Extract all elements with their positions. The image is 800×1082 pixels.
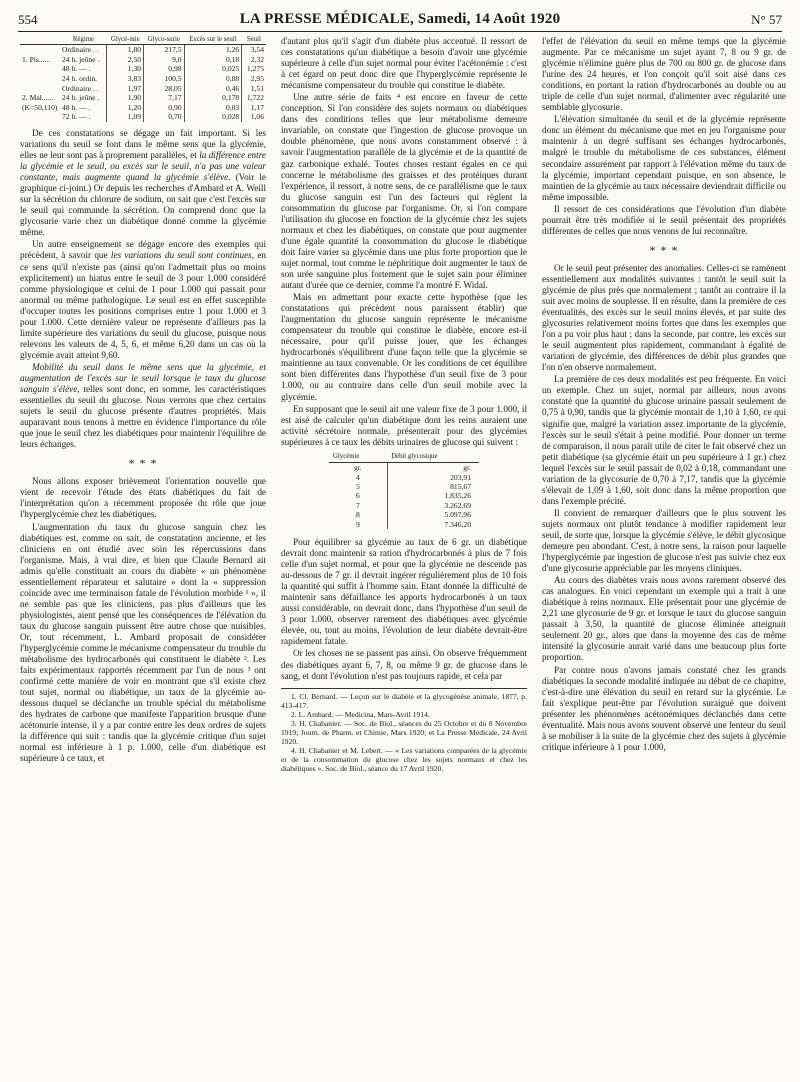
table-cell-value: 2,95 [242, 74, 266, 84]
table-row [329, 473, 479, 482]
table-row [20, 55, 266, 65]
table-cell-value: 0,178 [184, 93, 242, 103]
paragraph: Pour équilibrer sa glycémie au taux de 6 gr. un diabétique devrait donc maintenir sa ration d'hydrocarbonés à plus de 7 fois celle d'un sujet normal, et pour que la glycémie ne descende pas au-dessous de 7 gr. il devrait ingérer régulièrement plus de 10 fois la quantité qui suffit à l'homme sain. Etant donnée la difficulté de maintenir sans défaillance les apports hydrocarbonés à un taux aussi considérable, on devrait donc, dans l'hypothèse d'un seuil de 3 pour 1.000, observer rarement des diabétiques avec glycémie élevée, ou, tout au moins, l'évolution de leur diabète devrait-être rapidement fatale. [281, 536, 527, 647]
table-cell-value: 1,80 [107, 45, 144, 55]
table-cell-group: (K=50,110) [22, 102, 58, 112]
table-cell-group [20, 74, 60, 84]
paragraph: Une autre série de faits ⁴ est encore en faveur de cette conception. Si l'on considère des sujets normaux ou diabétiques dans des conditions telles que leur métabolisme demeure invariable, on constate que l'ingestion de glucose provoque un double phénomène, que nous avons constamment observé : à savoir l'augmentation parallèle de la glycémie et de la quantité de gaz carbonique exhalé. Toutes choses restant égales en ce qui concerne le métabolisme des graisses et des protéiques durant l'expérience, il ressort, à notre sens, de ce parallélisme que le taux du glucose sanguin est l'un des facteurs qui règlent la consommation du glucose par l'organisme. Or, si l'on compare l'utilisation du glucose en fonction de la glycémie chez les sujets normaux et chez les diabétiques, on constate que pour augmenter d'une égale quantité la consommation du glucose le diabétique doit faire varier sa glycémie dans une plus forte proportion que le sujet normal, tout comme le néphritique doit augmenter le taux de son urée sanguine plus fortement que le sujet sain pour éliminer autant d'urée que ce dernier, comme l'a montré F. Widal. [281, 92, 527, 291]
table-unit: gr. [463, 463, 471, 473]
footnote: 2. L. Ambard. — Medicina, Mars-Avril 1914. [291, 709, 430, 719]
glycemia-threshold-table [20, 36, 266, 122]
paragraph: Mais en admettant pour exacte cette hypothèse (que les constatations qui précèdent nous paraissent établir) que l'augmentation du glucose sanguin représente le mécanisme compensateur du trouble qui constitue le diabète, encore est-il nécessaire, pour qu'il puisse jouer, que les échanges hydrocarbonés s'équilibrent d'une façon telle que la glycémie se maintienne au taux convenable. Or les conditions de cet équilibre sont bien différentes dans l'hypothèse d'un seuil fixe de 3 pour 1.000, ou au contraire dans celle d'un seuil mobile avec la glycémie. [281, 292, 527, 402]
table-cell-value: 1,20 [107, 103, 144, 113]
table-cell-group: 2. Mal...... [22, 93, 54, 103]
table-header-group [20, 36, 60, 45]
journal-title [240, 11, 561, 28]
table-cell-value: 28,05 [144, 84, 184, 94]
table-cell-value: 1,17 [242, 103, 266, 113]
paragraph: Par contre nous n'avons jamais constaté chez les grands diabétiques la seconde modalité indiquée au début de ce chapitre, c'est-à-dire une élévation du seuil en retard sur la glycémie. Le fait s'explique peut-être par l'évolution suraiguë que doivent présenter les phénomènes acétonémiques déclanchés dans cette éventualité. Mais nous avons souvent observé une lenteur du seuil à se mobiliser à la suite de la glycémie chez des sujets à glycémie critique inférieure à 1 pour 1.000, [542, 664, 786, 752]
table-row [329, 520, 479, 529]
paragraph: L'augmentation du taux du glucose sanguin chez les diabétiques est, comme on sait, de constatation ancienne, et les cliniciens en ont étudié avec soin les répercussions dans l'organisme. Mais, à vrai dire, et bien que Claude Bernard ait admis qu'elle constituait au cours du diabète « un phénomène essentiellement réparateur et salutaire » dont la « suppression coïncide avec une terminaison fatale de l'évolution morbide ¹ », il ne semble pas que les cliniciens, pas plus d'ailleurs que les physiologistes, aient pensé que les conséquences de l'élévation du taux du glucose sanguin puissent être autre chose que nuisibles. Or, tout récemment, L. Ambard proposait de considérer l'hyperglycémie comme le mécanisme compensateur du trouble du métabolisme des hydrocarbonés qui constituent le diabète ². Les faits expérimentaux rapportés récemment par l'un de nous ³ ont confirmé cette manière de voir en montrant que s'il existe chez tout sujet, normal ou diabétique, un taux de la glycémie au-dessous duquel se déclanche un trouble spécial du métabolisme des hydrates de carbone que manifeste l'apparition brusque d'une acétonurie intense, il y a par contre entre les deux ordres de sujets la différence qui suit : tandis que la glycémie critique d'un sujet normal est inférieure à 1 p. 1.000, celle d'un diabétique est supérieure à ce taux, et [20, 521, 266, 764]
paragraph: Il ressort de ces considérations que l'évolution d'un diabète pourrait être très modifiée si le seuil présentait des propriétés différentes de celles que nous venons de lui reconnaître. [542, 203, 786, 236]
column-3 [542, 36, 786, 1076]
table-cell-group [20, 112, 60, 122]
footnotes [281, 688, 527, 773]
table-cell-value: 1,26 [184, 45, 242, 55]
table-row [20, 112, 266, 122]
table-cell-value: 2,50 [107, 55, 144, 65]
paragraph: Mobilité du seuil dans le même sens que la glycémie, et augmentation de l'excès sur le seuil lorsque le taux du glucose sanguin s'élève, telles sont donc, en somme, les caractéristiques essentielles du seuil du glucose. Nous verrons que chez certains sujets le seuil du glucose présente d'autres propriétés. Mais auparavant nous tenons à mettre en évidence l'importance du rôle que joue le seuil chez les diabétiques pour maintenir l'équilibre de leurs échanges. [20, 361, 266, 450]
table-row [329, 501, 479, 510]
table-cell-value: 1,275 [242, 64, 266, 74]
footnote: 1. Cl. Bernard. — Leçon sur le diabète et la glycogénèse animale, 1877, p. 413-417. [281, 691, 527, 710]
table-header-glycosurie: Glyco-surie [144, 36, 184, 45]
paragraph: Un autre enseignement se dégage encore des exemples qui précèdent, à savoir que les variations du seuil sont continues, en ce sens qu'il n'existe pas (ainsi qu'on l'admettait plus ou moins explicitement) un hiatus entre le seuil de 3 pour 1.000 considéré comme physiologique et celui de 1 pour 1.000 qui passait pour anormal ou même pathologique. Le seuil est en effet susceptible d'occuper toutes les positions comprises entre 1 pour 1.000 et 3 pour 1.000. Cette dernière valeur ne représente d'ailleurs pas la limite supérieure des variations du seuil du glucose, puisque nous relevons les valeurs de 4, 5, 6, et même 6,20 dans un cas où la glycémie avait atteint 9,60. [20, 239, 266, 360]
table-header-debit: Débit glycosique [387, 452, 479, 463]
table-cell-value: 1,51 [242, 84, 266, 94]
table-cell-value: 0,028 [184, 112, 242, 122]
table-row [20, 103, 266, 113]
table-row [20, 74, 266, 84]
table-cell-regime: 24 h. jeûne . [62, 93, 100, 103]
table-cell-value: 0,03 [184, 103, 242, 113]
paragraph: Or les choses ne se passent pas ainsi. On observe fréquemment des diabétiques ayant 6, 7, 8, ou même 9 gr. de glucose dans le sang, et dont l'évolution n'est pas toujours rapide, et cela par [281, 648, 527, 681]
table-cell-value: 2,32 [242, 55, 266, 65]
table-cell-glycemie: 6 [329, 491, 387, 500]
table-cell-value: 0,98 [144, 64, 184, 74]
table-cell-value: 3,83 [107, 74, 144, 84]
table-cell-value: 100,5 [144, 74, 184, 84]
paragraph: Or le seuil peut présenter des anomalies. Celles-ci se ramènent essentiellement aux modalités suivantes : tantôt le seuil suit la glycémie de plus près que normalement ; tantôt au contraire il la suit avec moins de souplesse. Il en résulte, dans la première de ces éventualités, des excès sur le seuil moins élevés, et par suite des glycosuries relativement moins fortes que dans les exemples que l'on a pu voir plus haut ; dans la seconde, par contre, les excès sur le seuil augmentent plus rapidement, commandant à égalité de variation de glycémie, des différences de débit plus grandes que l'on n'en observe normalement. [542, 262, 786, 373]
page-number: 554 [18, 12, 38, 27]
table-cell-regime: 48 h. — . [62, 102, 91, 112]
table-cell-value: 1,09 [107, 112, 144, 122]
table-header-row [329, 452, 479, 463]
table-row [329, 510, 479, 519]
table-cell-glycemie: 7 [329, 501, 387, 510]
table-cell-value: 9,0 [144, 55, 184, 65]
paragraph: Il convient de remarquer d'ailleurs que le plus souvent les sujets normaux ont plutôt tendance à modifier rapidement leur seuil, de sorte que, lorsque la glycémie s'élève, le débit glycosique demeure peu abondant. C'est, à notre sens, la raison pour laquelle l'hyperglycémie par ingestion de glucose n'est pas suivie chez eux d'une glycosurie appréciable par les moyens cliniques. [542, 507, 786, 574]
table-header-regime: Régime [60, 36, 107, 45]
paragraph: La première de ces deux modalités est peu fréquente. En voici un exemple. Chez un sujet, normal par ailleurs, nous avons constaté que la quantité du glucose urinaire passait seulement de 0,75 à 0,90, tandis que la glycémie montait de 1,10 à 1,60, ce qui signifie que, malgré la variation assez importante de la glycémie, l'excès sur le seuil s'était à peine modifié. Pour donner un terme de comparaison, il nous paraît utile de citer le fait observé chez un petit diabétique (sa glycémie était un peu supérieure à 1 gr.) chez lequel l'excès sur le seuil passait de 0,02 à 0,18, commandant une variation de la glycosurie de 0,70 à 7,17, tandis que la glycémie s'élevait de 1,09 à 1,60, soit donc dans la même proportion que dans l'exemple précité. [542, 374, 786, 506]
column-2 [281, 36, 527, 1076]
table-cell-value: 1,30 [107, 64, 144, 74]
footnote: 4. H. Chabanier et M. Lebert. — « Les variations comparées de la glycémie et de la consommation du glucose chez les sujets normaux et chez les diabétiques ». Soc. de Biol., séance du 17 Avril 1920. [281, 745, 527, 773]
table-cell-glycemie: 4 [329, 473, 387, 482]
paragraph: Nous allons exposer brièvement l'orientation nouvelle que vient de recevoir l'étude des états diabétiques du fait de l'interprétation qu'on a récemment proposée du rôle que joue l'hyperglycémie chez les diabétiques. [20, 476, 266, 520]
paragraph: Au cours des diabètes vrais nous avons rarement observé des cas analogues. En voici cependant un exemple qui a trait à une diabétique à reins normaux. Elle présentait pour une glycémie de 2,21 une glycosurie de 9 gr. et lorsque le taux du glucose sanguin passait à 3,50, la quantité de glucose éliminée atteignait seulement 20 gr., alors que dans la moyenne des cas de même intensité la glycosurie aurait varié dans une beaucoup plus forte proportion. [542, 575, 786, 663]
paragraph: d'autant plus qu'il s'agit d'un diabète plus accentué. Il ressort de ces constatations qu'un diabétique a besoin d'avoir une glycémie supérieure à celle d'un sujet normal pour éviter l'acétonémie : c'est à cet égard on peut donc dire que l'hyperglycémie représente le mécanisme compensateur du trouble qui constitue le diabète. [281, 36, 527, 91]
journal-name: LA PRESSE MÉDICALE [239, 11, 411, 27]
table-cell-glycemie: 8 [329, 510, 387, 519]
table-cell-value: 1,06 [242, 112, 266, 122]
table-cell-value: 217,5 [144, 45, 184, 55]
table-row [20, 64, 266, 74]
page-header [18, 6, 782, 32]
table-cell-debit: 203,91 [450, 472, 471, 482]
table-cell-value: 0,88 [184, 74, 242, 84]
table-header-row [20, 36, 266, 45]
table-cell-debit: 815,67 [450, 481, 471, 491]
table-cell-regime: Ordinaire . . [62, 45, 99, 55]
table-row [20, 93, 266, 103]
table-cell-value: 0,46 [184, 84, 242, 94]
table-row [329, 491, 479, 500]
table-cell-group [20, 45, 60, 55]
table-cell-value: 3,54 [242, 45, 266, 55]
table-cell-debit: 5.097,96 [444, 510, 471, 520]
table-cell-debit: 1.835,26 [444, 491, 471, 501]
table-header-glycemie: Glycé-mie [107, 36, 144, 45]
section-separator: * * * [649, 242, 679, 257]
column-1 [20, 36, 266, 1076]
table-unit: gr. [329, 463, 387, 473]
table-cell-value: 1,722 [242, 93, 266, 103]
paragraph: De ces constatations se dégage un fait important. Si les variations du seuil se font dans le même sens que la glycémie, elles ne leur sont pas à proprement parallèles, et la différence entre la glycémie et le seuil, ou excès sur le seuil, n'a pas une valeur constante, mais augmente quand la glycémie s'élève. (Voir le graphique ci-joint.) Or depuis les recherches d'Ambard et A. Weill sur la sécrétion du chlorure de sodium, on sait que c'est l'excès sur le seuil qui commande la sécrétion. On comprend donc que la glycosurie varie chez un diabétique donné comme la glycémie même. [20, 127, 266, 238]
table-cell-value: 0,70 [144, 112, 184, 122]
paragraph: En supposant que le seuil ait une valeur fixe de 3 pour 1.000, il est aisé de calculer qu'un diabétique dont les reins auraient une activité sécrétoire normale, présenterait pour des glycémies supérieures à ce taux les débits urinaires de glucose qui suivent : [281, 403, 527, 447]
table-row [20, 45, 266, 55]
table-unit-row [329, 463, 479, 473]
table-cell-group [20, 84, 60, 94]
table-cell-value: 0,90 [144, 103, 184, 113]
table-header-glycemie: Glycémie [329, 452, 387, 463]
table-cell-glycemie: 9 [329, 520, 387, 529]
table-header-exces: Excès sur le seuil [184, 36, 242, 45]
footnote: 3. H. Chabanier. — Soc. de Biol., séances du 25 Octobre et du 8 Novembre 1919; Journ. de Pharm. et Chimie, Mars 1920; et La Presse Médicale, 24 Avril 1920. [281, 718, 527, 746]
table-cell-regime: Ordinaire . . [62, 83, 99, 93]
table-cell-regime: 24 h. jeûne . [62, 54, 100, 64]
table-cell-glycemie: 5 [329, 482, 387, 491]
table-cell-group [20, 64, 60, 74]
table-cell-value: 1,97 [107, 84, 144, 94]
table-cell-value: 1,90 [107, 93, 144, 103]
table-cell-debit: 3.262,69 [444, 500, 471, 510]
table-cell-value: 0,025 [184, 64, 242, 74]
table-cell-group: 1. Pis...... [22, 54, 51, 64]
paragraph: L'élévation simultanée du seuil et de la glycémie représente donc un élément du mécanisme que met en jeu l'organisme pour maintenir à un degré suffisant ses échanges hydrocarbonés, malgré le trouble du métabolisme de ces substances, élément secondaire assurément par rapport à l'élévation même du taux de la glycémie, important cependant puisque, en son absence, le maintien de la glycémie au taux nécessaire deviendrait difficile ou même impossible. [542, 114, 786, 202]
issue-date: , Samedi, 14 Août 1920 [410, 11, 561, 27]
paragraph: l'effet de l'élévation du seuil en même temps que la glycémie augmente. Par ce mécanisme un sujet ayant 7, 8 ou 9 gr. de glycémie n'élimine guère plus de 700 ou 800 gr. de glucose dans l'urine des 24 heures, et l'on conçoit qu'il soit aisé dans ces conditions, en portant la ration d'hydrocarbonés au double ou au triple de celle d'un sujet normal, d'alimenter avec régularité une semblable glycosurie. [542, 36, 786, 113]
table-cell-regime: 24 h. ordin. [62, 73, 98, 83]
table-row [20, 84, 266, 94]
section-separator: * * * [128, 456, 158, 471]
table-row [329, 482, 479, 491]
table-cell-regime: 72 h. — . [62, 112, 91, 122]
glycosuric-output-table [329, 452, 479, 529]
table-cell-debit: 7.346,20 [444, 519, 471, 529]
table-header-seuil: Seuil [242, 36, 266, 45]
issue-number: N° 57 [751, 12, 782, 27]
table-cell-value: 7,17 [144, 93, 184, 103]
table-cell-value: 0,18 [184, 55, 242, 65]
table-cell-regime: 48 h. — . [62, 64, 91, 74]
